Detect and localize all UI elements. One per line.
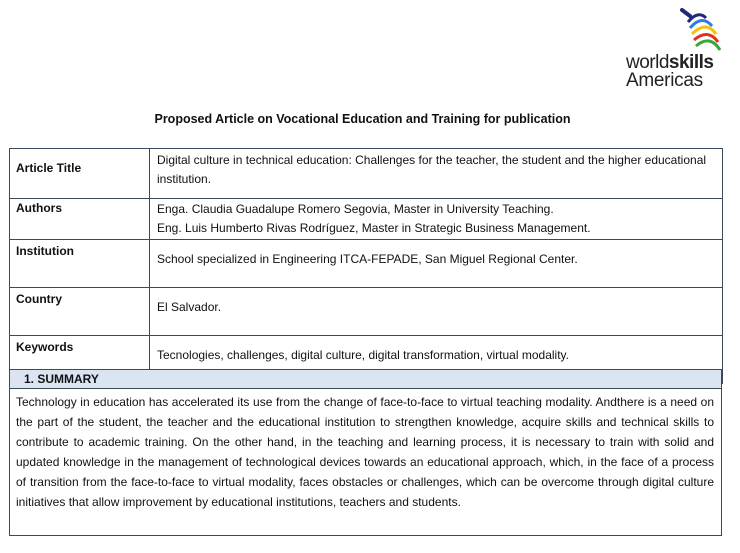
worldskills-americas-logo [624, 4, 724, 90]
table-row [10, 149, 723, 199]
authors-value [150, 199, 723, 240]
authors-label: Authors [10, 199, 150, 240]
keywords-value: Tecnologies, challenges, digital culture, digital transformation, virtual modality. [150, 336, 723, 384]
institution-value: School specialized in Engineering ITCA-FEPADE, San Miguel Regional Center. [150, 240, 723, 288]
document-title: Proposed Article on Vocational Education and Training for publication [154, 112, 571, 126]
article-title-label: Article Title [10, 149, 150, 199]
table-row [10, 240, 723, 288]
author-2: Eng. Luis Humberto Rivas Rodríguez, Master in Strategic Business Management. [157, 221, 591, 235]
country-value: El Salvador. [150, 288, 723, 336]
keywords-label: Keywords [10, 336, 150, 384]
worldskills-arcs-icon [676, 4, 722, 56]
summary-section [9, 369, 722, 536]
article-title-value: Digital culture in technical education: Challenges for the teacher, the student and the higher educational institution. [150, 149, 723, 199]
institution-label: Institution [10, 240, 150, 288]
logo-skills: skills [668, 52, 714, 73]
logo-region: Americas [626, 70, 703, 91]
summary-heading: 1. SUMMARY [10, 370, 721, 389]
article-metadata-table [9, 148, 723, 384]
logo-world: world [626, 52, 669, 73]
summary-text: Technology in education has accelerated its use from the change of face-to-face to virtual teaching modality. Andthere is a need on the part of the student, the teacher and the educational institution to strengthen knowledge, acquire skills and technical skills to contribute to academic training. On the other hand, in the teaching and learning process, it is necessary to train with solid and updated knowledge in the management of technological devices towards an educational approach, which, in the face of a process of transition from the face-to-face to virtual modality, faces obstacles or challenges, which can be overcome through digital culture initiatives that allow improvement by educational institutions, teachers and students. [16, 395, 714, 509]
table-row [10, 199, 723, 240]
author-1: Enga. Claudia Guadalupe Romero Segovia, Master in University Teaching. [157, 202, 554, 216]
country-label: Country [10, 288, 150, 336]
table-row [10, 288, 723, 336]
